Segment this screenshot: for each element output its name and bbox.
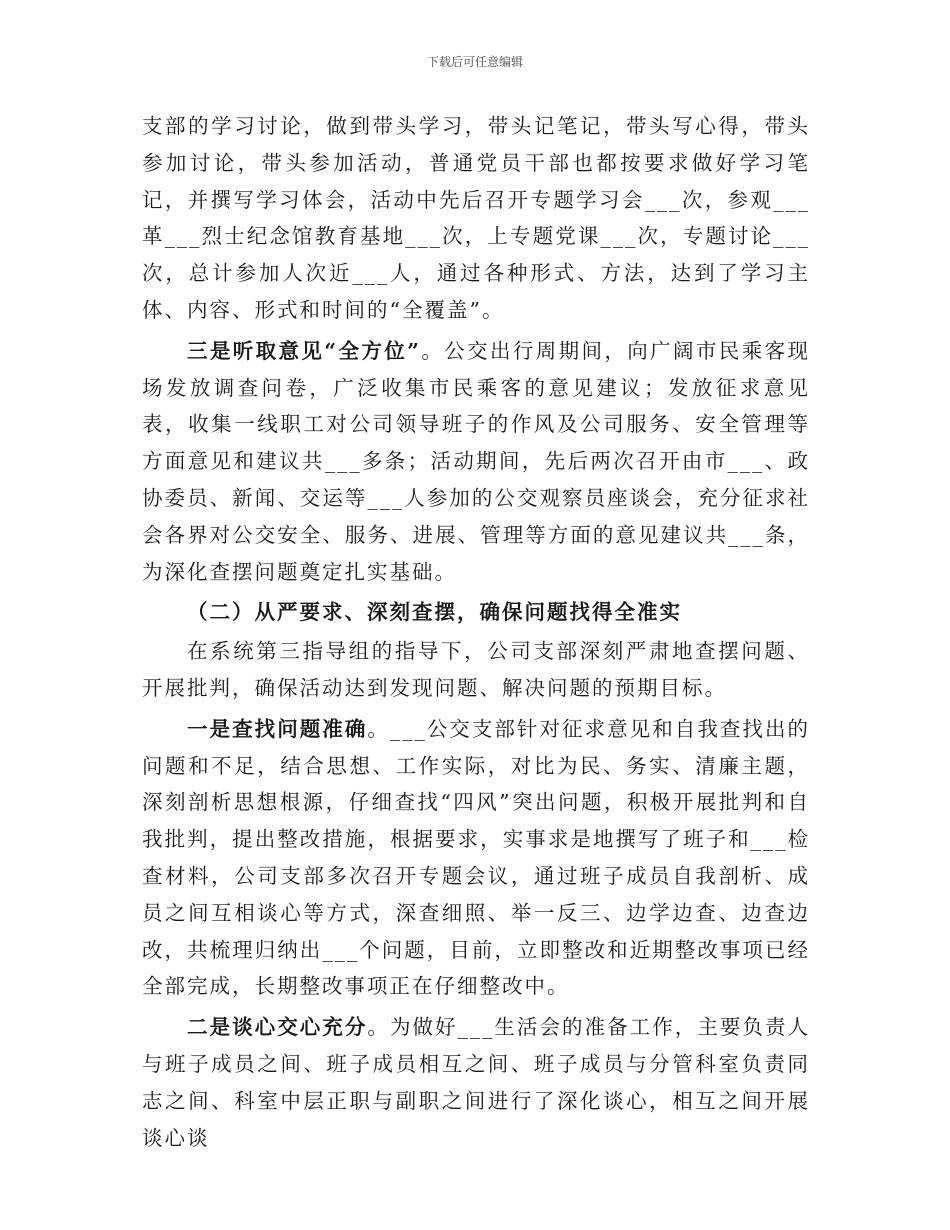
paragraph-lead-heart-to-heart: 二是谈心交心充分: [187, 1015, 368, 1040]
paragraph-guidance-group: 在系统第三指导组的指导下，公司支部深刻严肃地查摆问题、开展批判，确保活动达到发现问题、解决问题的预期目标。: [142, 639, 810, 700]
paragraph-find-problems: [142, 711, 810, 1005]
paragraph-study-discussion: 支部的学习讨论，做到带头学习，带头记笔记，带头写心得，带头参加讨论，带头参加活动，普通党员干部也都按要求做好学习笔记，并撰写学习体会，活动中先后召开专题学习会___次，参观___革___烈士纪念馆教育基地___次，上专题党课___次，专题讨论___次，总计参加人次近___人，通过各种形式、方法，达到了学习主体、内容、形式和时间的“全覆盖”。: [142, 114, 810, 322]
paragraph-lead-find-problems: 一是查找问题准确: [187, 716, 368, 741]
paragraph-text-heart-to-heart: 。为做好___生活会的准备工作，主要负责人与班子成员之间、班子成员相互之间、班子成员与分管科室负责同志之间、科室中层正职与副职之间进行了深化谈心，相互之间开展谈心谈: [142, 1015, 811, 1150]
paragraph-text-listen-opinions: 。公交出行周期间，向广阔市民乘客现场发放调查问卷，广泛收集市民乘客的意见建议；发放征求意见表，收集一线职工对公司领导班子的作风及公司服务、安全管理等方面意见和建议共___多条；活动期间，先后两次召开由市___、政协委员、新闻、交运等___人参加的公交观察员座谈会，充分征求社会各界对公交安全、服务、进展、管理等方面的意见建议共___条，为深化查摆问题奠定扎实基础。: [142, 338, 810, 584]
section-heading-strict-requirements: （二）从严要求、深刻查摆，确保问题找得全准实: [187, 600, 682, 625]
paragraph-text-find-problems: 。___公交支部针对征求意见和自我查找出的问题和不足，结合思想、工作实际，对比为民、务实、清廉主题，深刻剖析思想根源，仔细查找“四风”突出问题，积极开展批判和自我批判，提出整改措施，根据要求，实事求是地撰写了班子和___检查材料，公司支部多次召开专题会议，通过班子成员自我剖析、成员之间互相谈心等方式，深查细照、举一反三、边学边查、边查边改，共梳理归纳出___个问题，目前，立即整改和近期整改事项已经全部完成，长期整改事项正在仔细整改中。: [142, 716, 811, 999]
paragraph-lead-listen-opinions: 三是听取意见“全方位”: [187, 338, 421, 363]
page-header: 下载后可任意编辑: [426, 55, 523, 69]
paragraph-heart-to-heart: [142, 1009, 810, 1156]
document-body: [142, 108, 810, 1156]
paragraph-listen-opinions: [142, 333, 810, 591]
